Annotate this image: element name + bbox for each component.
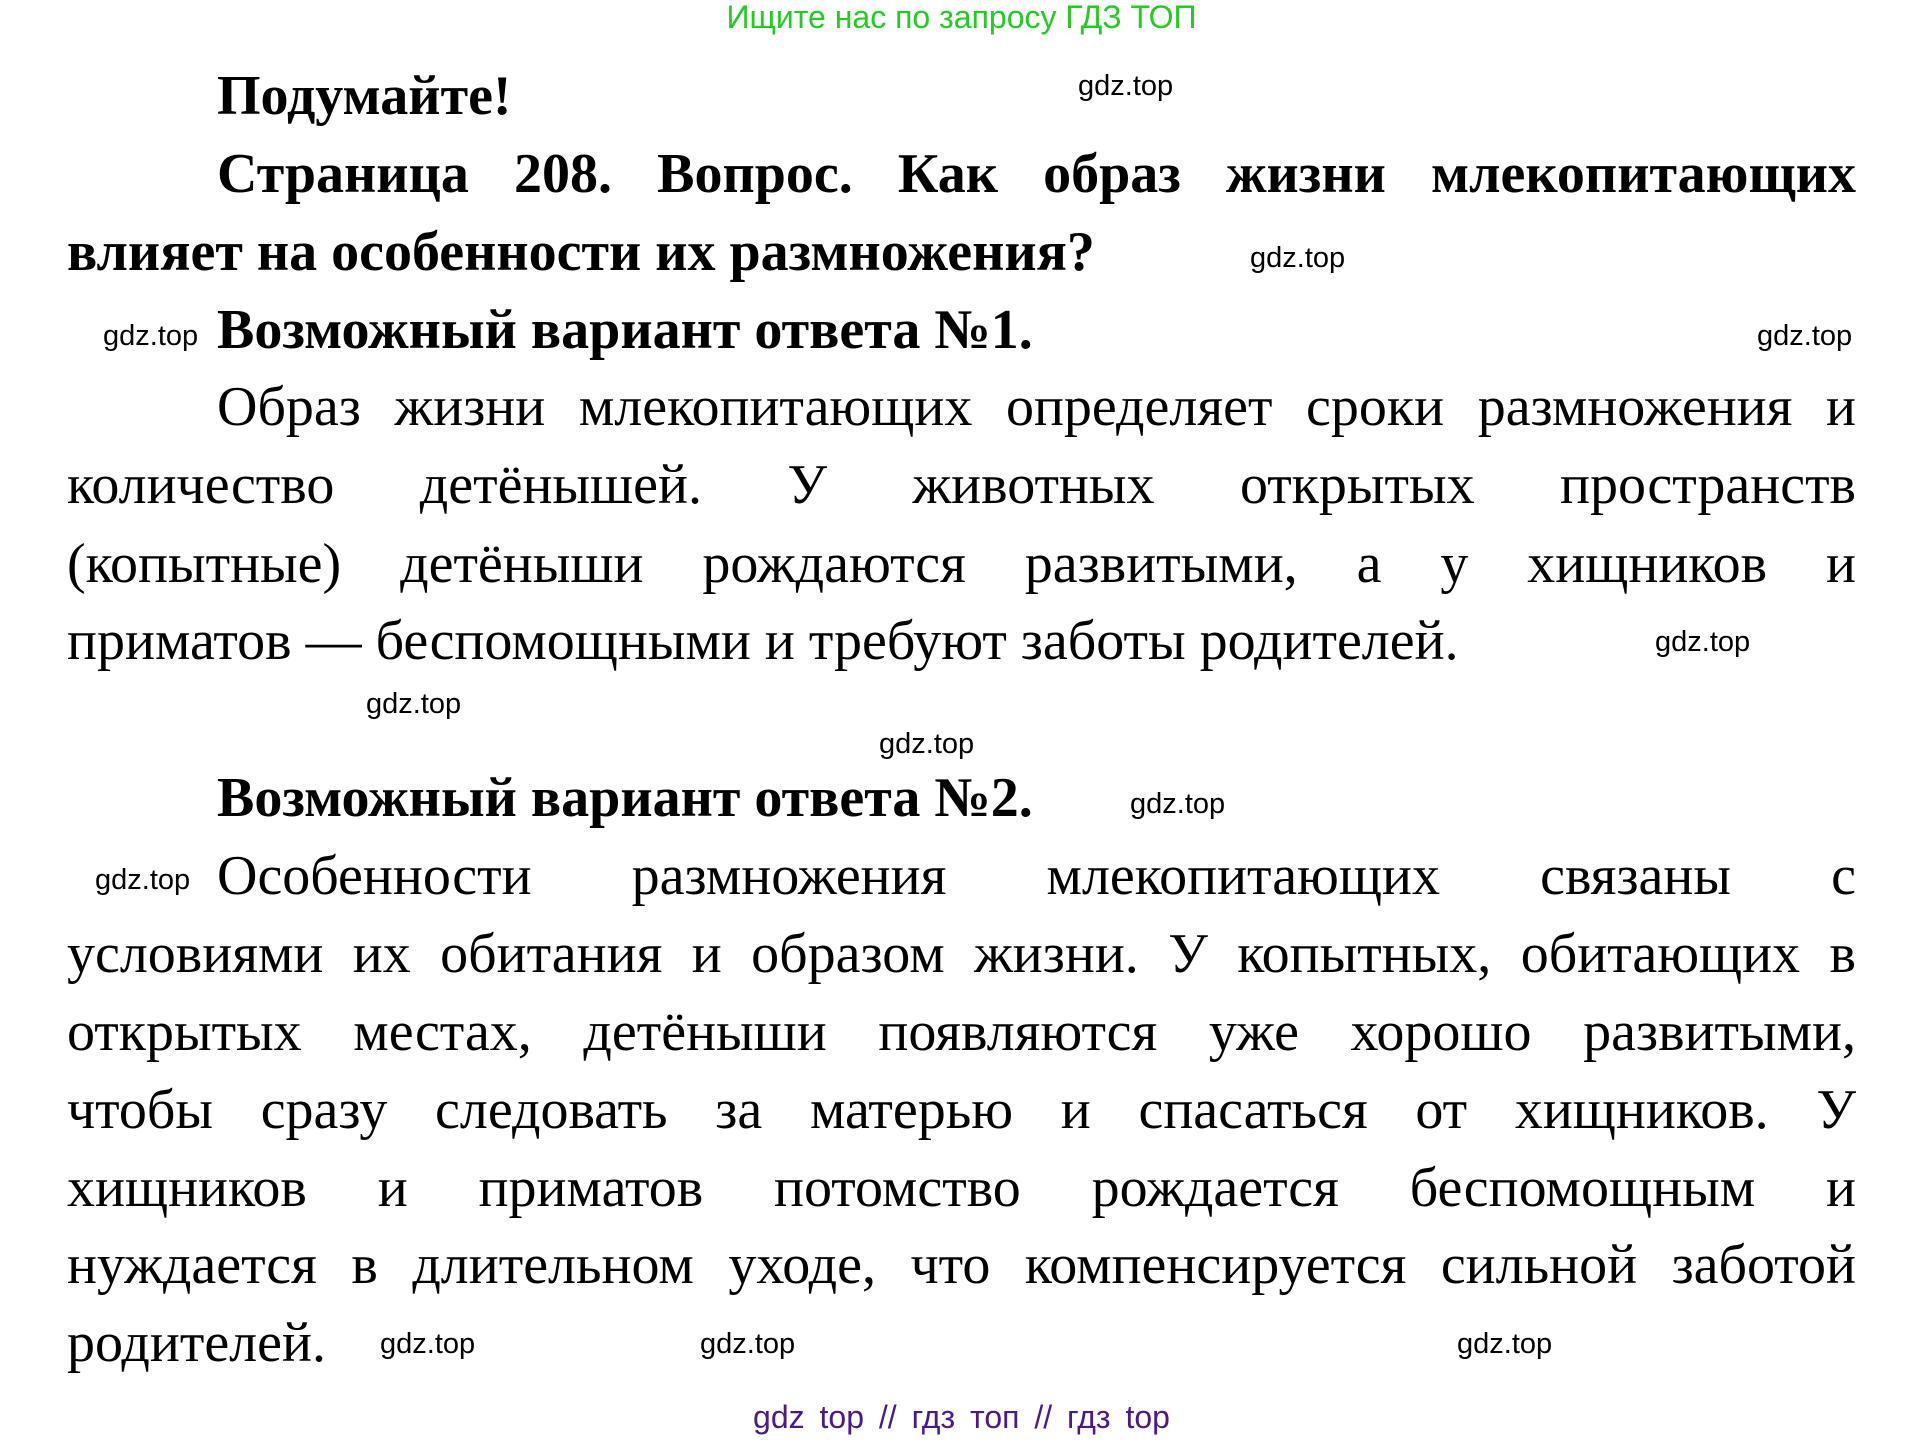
watermark: gdz.top [95, 864, 191, 896]
watermark: gdz.top [1457, 1328, 1553, 1360]
question-line-2: влияет на особенности их размножения? [67, 221, 1095, 283]
answer2-line: открытых местах, детёныши появляются уже хорошо развитыми, [67, 1001, 1856, 1063]
answer1-line: (копытные) детёныши рождаются развитыми, а у хищников и [67, 533, 1856, 595]
answer1-line: приматов — беспомощными и требуют заботы родителей. [67, 610, 1459, 672]
watermark: gdz.top [879, 728, 975, 760]
watermark: gdz.top [366, 688, 462, 720]
answer2-line: условиями их обитания и образом жизни. У копытных, обитающих в [67, 923, 1856, 985]
watermark: gdz.top [103, 320, 199, 352]
section-title: Подумайте! [217, 65, 512, 127]
footer-banner: gdz top // гдз топ // гдз top [753, 1399, 1170, 1435]
watermark: gdz.top [1250, 242, 1346, 274]
watermark: gdz.top [380, 1328, 476, 1360]
answer1-heading: Возможный вариант ответа №1. [217, 299, 1033, 361]
answer2-heading: Возможный вариант ответа №2. [217, 767, 1033, 829]
answer1-line: количество детёнышей. У животных открытых пространств [67, 454, 1856, 516]
question-line-1: Страница 208. Вопрос. Как образ жизни млекопитающих [217, 143, 1856, 205]
watermark: gdz.top [1757, 320, 1853, 352]
watermark: gdz.top [1078, 70, 1174, 102]
answer2-line: родителей. [67, 1312, 326, 1374]
answer1-line: Образ жизни млекопитающих определяет сроки размножения и [217, 376, 1856, 438]
answer2-line: Особенности размножения млекопитающих связаны с [217, 845, 1856, 907]
header-banner: Ищите нас по запросу ГДЗ ТОП [726, 0, 1197, 35]
watermark: gdz.top [1655, 626, 1751, 658]
watermark: gdz.top [700, 1328, 796, 1360]
watermark: gdz.top [1130, 788, 1226, 820]
answer2-line: чтобы сразу следовать за матерью и спасаться от хищников. У [67, 1079, 1856, 1141]
answer2-line: нуждается в длительном уходе, что компенсируется сильной заботой [67, 1234, 1856, 1296]
answer2-line: хищников и приматов потомство рождается беспомощным и [67, 1157, 1856, 1219]
